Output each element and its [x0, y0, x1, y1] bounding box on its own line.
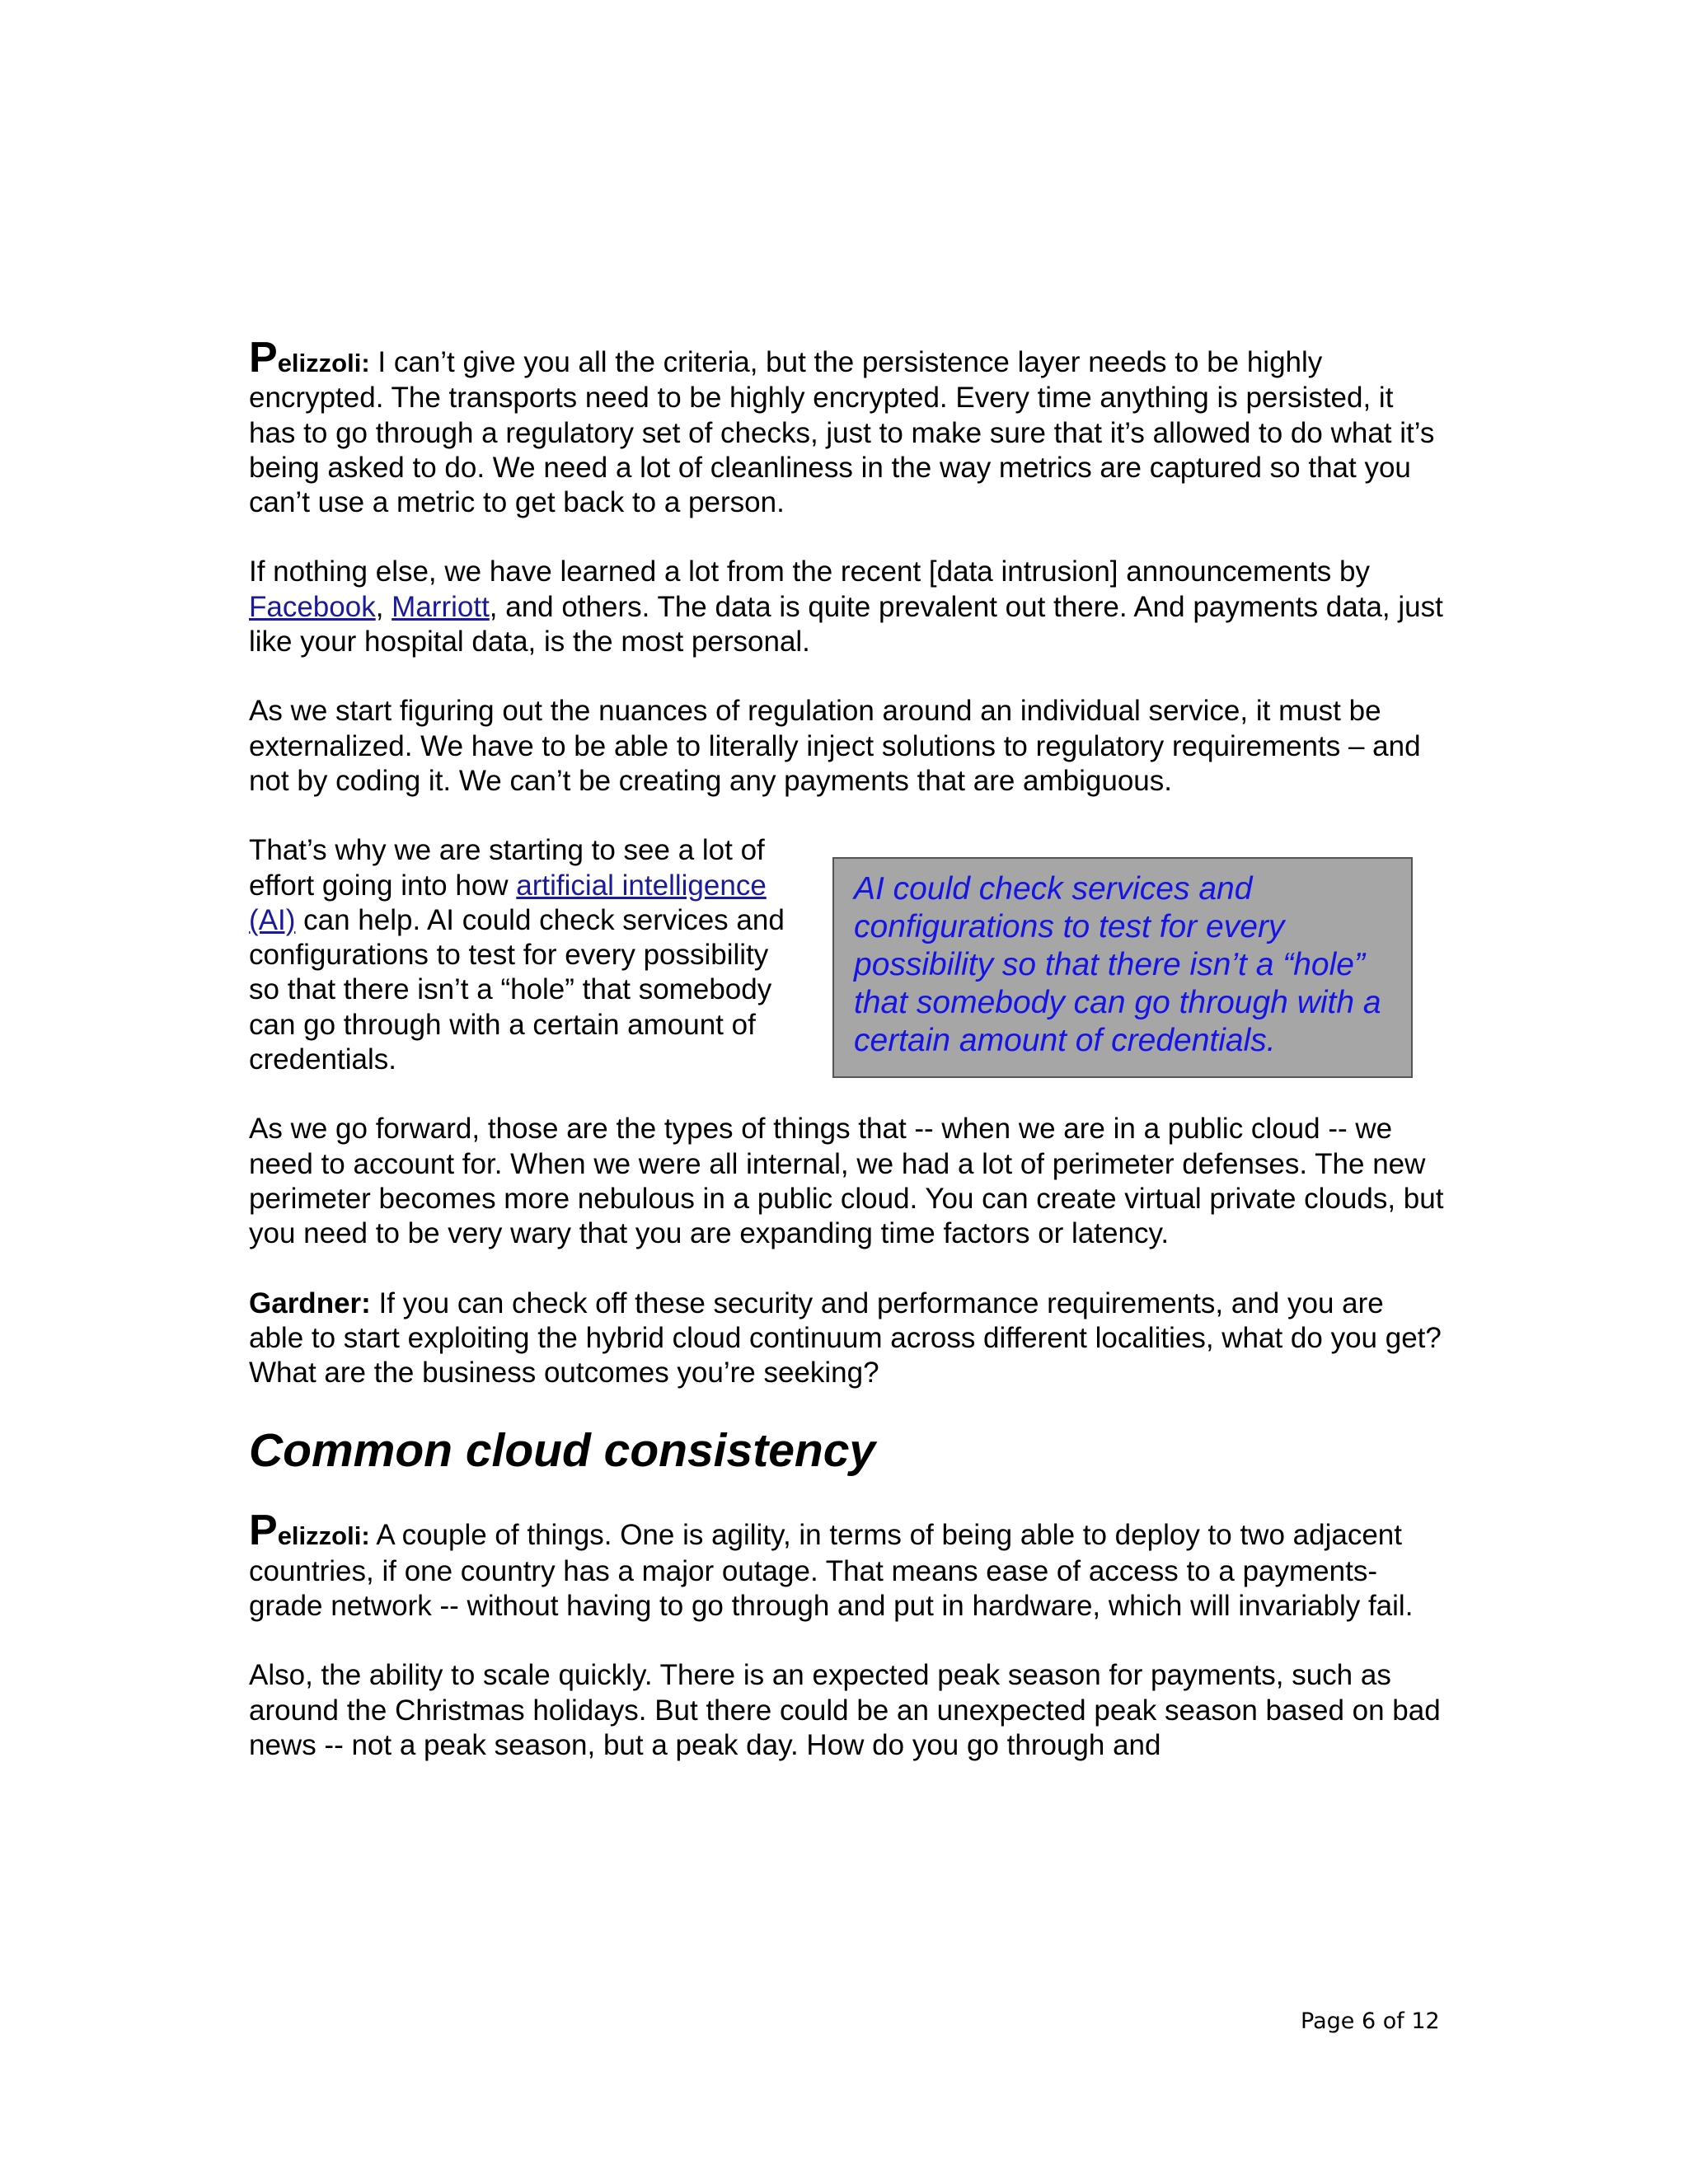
paragraph-text: , and others. The data is quite prevalent out there. And payments data, just like your hospital data, is the most personal. [249, 590, 1443, 658]
paragraph-pelizzoli-1 [249, 336, 1444, 520]
paragraph-text: If nothing else, we have learned a lot from the recent [data intrusion] announcements by [249, 555, 1370, 588]
speaker-name: elizzoli: [277, 1521, 370, 1551]
paragraph-text: If you can check off these security and performance requirements, and you are able to start exploiting the hybrid cloud continuum across different localities, what do you get? What are the business outcomes you’re seeking? [249, 1286, 1442, 1390]
marriott-link[interactable]: Marriott [392, 590, 490, 623]
separator-text: , [375, 590, 392, 623]
paragraph-pelizzoli-2 [249, 1509, 1444, 1624]
paragraph-text: I can’t give you all the criteria, but the persistence layer needs to be highly encrypted. The transports need to be highly encrypted. Every time anything is persisted, it has to go through a regulatory set of checks, just to make sure that it’s allowed to do what it’s being asked to do. We need a lot of cleanliness in the way metrics are captured so that you can’t use a metric to get back to a person. [249, 346, 1435, 519]
drop-cap: P [249, 1507, 278, 1555]
page-number: Page 6 of 12 [1301, 2008, 1440, 2034]
paragraph-ai [249, 833, 803, 1077]
ai-section [249, 833, 1444, 1077]
drop-cap: P [249, 334, 278, 382]
speaker-name: elizzoli: [277, 349, 370, 377]
paragraph-data-intrusion [249, 555, 1444, 659]
section-heading: Common cloud consistency [249, 1424, 876, 1478]
paragraph-text: That’s why we are starting to see a lot of effort going into how [249, 834, 765, 902]
pull-quote-box: AI could check services and configurations to test for every possibility so that there isn’t a “hole” that somebody can go through with a certain amount of credentials. [832, 857, 1413, 1078]
paragraph-scale: Also, the ability to scale quickly. There is an expected peak season for payments, such as around the Christmas holidays. But there could be an unexpected peak season based on bad news -- not a peak season, but a peak day. How do you go through and [249, 1659, 1441, 1761]
artificial-intelligence-link[interactable]: artificial intelligence (AI) [249, 869, 767, 936]
paragraph-text: can help. AI could check services and configurations to test for every possibility so that there isn’t a “hole” that somebody can go through with a certain amount of credentials. [249, 903, 785, 1076]
facebook-link[interactable]: Facebook [249, 590, 376, 623]
paragraph-text: A couple of things. One is agility, in terms of being able to deploy to two adjacent countries, if one country has a major outage. That means ease of access to a payments-grade network -- without having to go through and put in hardware, which will invariably fail. [249, 1519, 1414, 1623]
paragraph-public-cloud: As we go forward, those are the types of things that -- when we are in a public cloud -- we need to account for. When we were all internal, we had a lot of perimeter defenses. The new perimeter becomes more nebulous in a public cloud. You can create virtual private clouds, but you need to be very wary that you are expanding time factors or latency. [249, 1113, 1444, 1250]
document-body [249, 336, 1444, 1763]
speaker-name: Gardner: [249, 1286, 371, 1319]
paragraph-gardner [249, 1286, 1444, 1391]
paragraph-regulation: As we start figuring out the nuances of regulation around an individual service, it must be externalized. We have to be able to literally inject solutions to regulatory requirements – and not by coding it. We can’t be creating any payments that are ambiguous. [249, 695, 1421, 797]
